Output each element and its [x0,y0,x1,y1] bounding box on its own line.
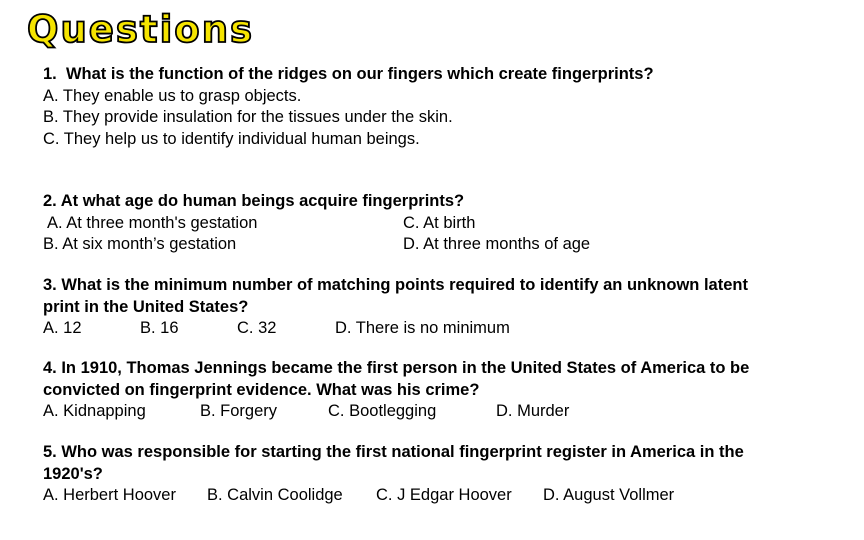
question-1-option-c: C. They help us to identify individual human beings. [43,129,420,148]
question-3-option-a: A. 12 [43,319,82,337]
question-2-option-b: B. At six month’s gestation [43,235,237,253]
question-1-number: 1. [43,65,57,83]
question-5 [43,442,744,507]
question-3-stem-line-1: 3. What is the minimum number of matching points required to identify an unknown latent [43,276,748,294]
question-2 [43,191,591,256]
question-3-option-b: B. 16 [140,319,179,337]
question-1-text: What is the function of the ridges on our fingers which create fingerprints? [65,65,654,83]
question-5-option-c: C. J Edgar Hoover [376,486,512,504]
question-1-option-a: A. They enable us to grasp objects. [43,86,302,105]
question-4 [43,358,749,423]
question-3-options [43,318,748,340]
question-5-options [43,485,744,507]
question-3 [43,275,748,340]
question-3-stem-line-2: print in the United States? [43,297,249,316]
question-4-stem-line-1: 4. In 1910, Thomas Jennings became the first person in the United States of America to be [43,359,750,377]
question-4-stem-line-2: convicted on fingerprint evidence. What was his crime? [43,380,480,399]
question-2-stem: 2. At what age do human beings acquire fingerprints? [43,192,465,210]
question-2-options-row-2 [43,234,591,256]
question-4-option-a: A. Kidnapping [43,402,146,420]
question-5-stem-line-2: 1920's? [43,464,103,483]
question-1-option-b: B. They provide insulation for the tissues under the skin. [43,108,453,126]
question-5-option-b: B. Calvin Coolidge [207,486,343,504]
question-3-option-d: D. There is no minimum [335,319,510,337]
question-2-option-a: A. At three month's gestation [47,213,258,232]
question-4-option-d: D. Murder [496,402,570,420]
question-2-option-d: D. At three months of age [403,235,591,253]
question-4-option-b: B. Forgery [200,402,278,420]
question-1-stem [43,64,654,86]
question-2-options-row-1 [43,213,476,235]
question-5-stem-line-1: 5. Who was responsible for starting the first national fingerprint register in America in the [43,443,744,461]
question-2-option-c: C. At birth [403,213,476,232]
question-1 [43,64,654,150]
question-3-option-c: C. 32 [237,319,277,337]
question-5-option-d: D. August Vollmer [543,486,675,504]
question-5-option-a: A. Herbert Hoover [43,486,176,504]
question-4-options [43,401,749,423]
page-title: Questions [27,8,255,51]
question-4-option-c: C. Bootlegging [328,402,437,420]
